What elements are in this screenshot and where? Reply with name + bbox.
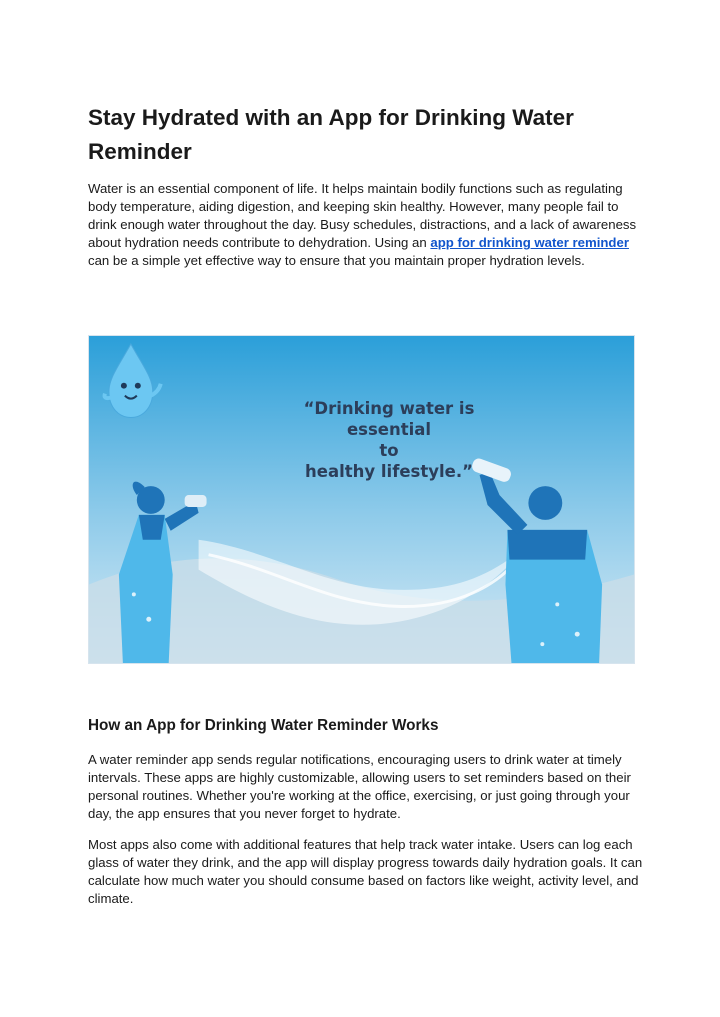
- quote-line: healthy lifestyle.”: [305, 462, 473, 481]
- hero-quote: [289, 398, 489, 482]
- quote-line: to: [379, 441, 399, 460]
- body-paragraph: Most apps also come with additional features that help track water intake. Users can log each glass of water they drink, and the app will display progress towards daily hydration goals. It can calculate how much water you should consume based on factors like weight, activity level, and climate.: [88, 837, 643, 906]
- app-link[interactable]: app for drinking water reminder: [430, 235, 629, 250]
- page-title: Stay Hydrated with an App for Drinking Water Reminder: [88, 105, 574, 164]
- hero-image: [88, 335, 635, 664]
- hydration-illustration: [89, 336, 634, 663]
- intro-paragraph: [88, 180, 648, 270]
- quote-line: “Drinking water is essential: [303, 399, 475, 439]
- body-paragraph: A water reminder app sends regular notifications, encouraging users to drink water at timely intervals. These apps are highly customizable, allowing users to set reminders based on their personal routines. Whether you're working at the office, exercising, or just going through your day, the app ensures that you never forget to hydrate.: [88, 752, 631, 821]
- intro-text-before-link: Water is an essential component of life. It helps maintain bodily functions such as regulating body temperature, aiding digestion, and keeping skin healthy. However, many people fail to drink enough water throughout the day. Busy schedules, distractions, and a lack of awareness about hydration needs contribute to dehydration. Using an: [88, 181, 637, 250]
- section-heading: How an App for Drinking Water Reminder Works: [88, 717, 439, 734]
- intro-text-after-link: can be a simple yet effective way to ensure that you maintain proper hydration levels.: [88, 253, 585, 268]
